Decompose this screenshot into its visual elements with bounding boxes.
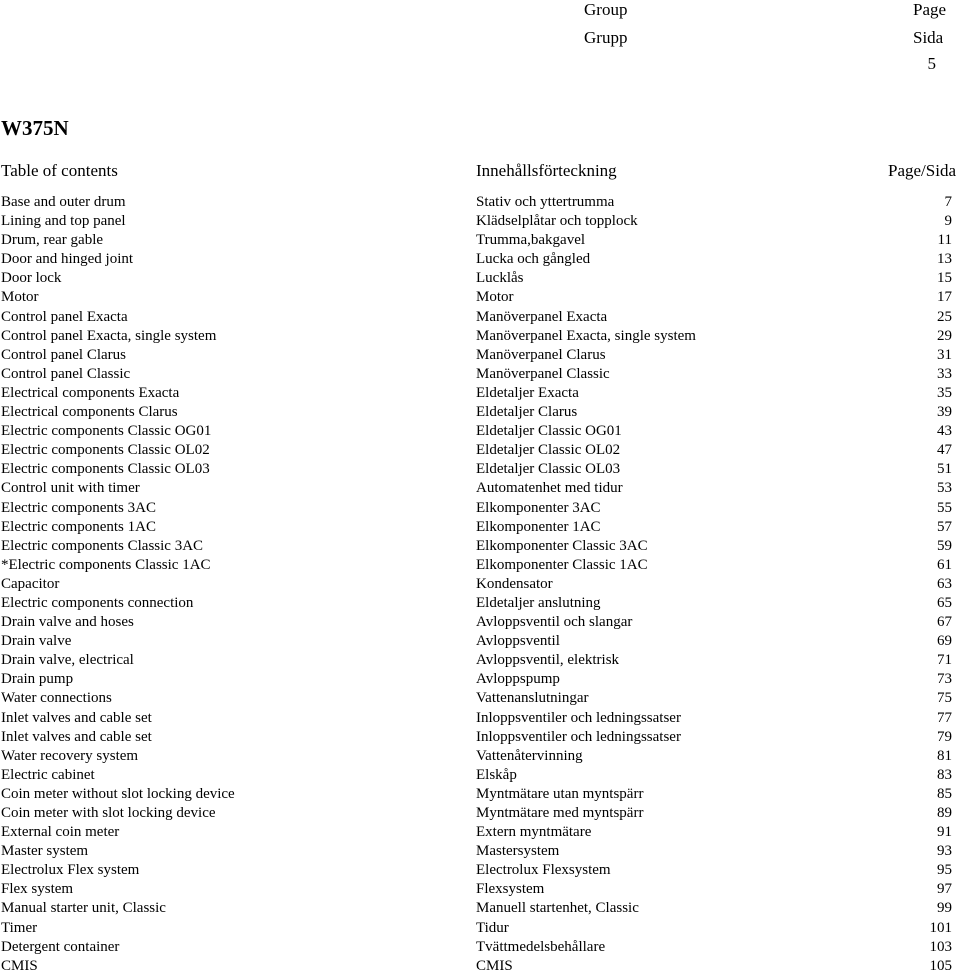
toc-entry[interactable] [0,651,960,670]
toc-entry-page-number: 73 [937,671,952,688]
toc-entry-title-english: Door and hinged joint [1,251,134,268]
toc-entry[interactable] [0,479,960,498]
toc-entry[interactable] [0,518,960,537]
toc-entry-title-english: Manual starter unit, Classic [1,900,166,917]
toc-entry-title-english: Timer [1,919,38,936]
toc-entry[interactable] [0,575,960,594]
toc-entry[interactable] [0,899,960,918]
toc-entry-title-swedish: Motor [476,289,514,306]
toc-entry[interactable] [0,231,960,250]
toc-entry-title-swedish: Manuell startenhet, Classic [476,900,639,917]
toc-entry-title-english: Control panel Classic [1,365,131,382]
toc-entry[interactable] [0,537,960,556]
toc-entry-page-number: 57 [937,518,952,535]
toc-entry[interactable] [0,556,960,575]
toc-entry-page-number: 9 [944,213,952,230]
header-group-label: Group [584,0,628,19]
toc-entry[interactable] [0,327,960,346]
toc-entry-title-swedish: Elkomponenter 1AC [476,518,601,535]
toc-entry-title-english: Electric components 1AC [1,518,156,535]
toc-entry-title-english: Electric components Classic OG01 [1,423,212,440]
toc-entry-title-english: Electric components connection [1,594,194,611]
page-number: 5 [927,54,936,73]
toc-entry[interactable] [0,689,960,708]
toc-entry-title-swedish: Myntmätare med myntspärr [476,805,644,821]
toc-entry-title-swedish: Stativ och yttertrumma [476,194,615,210]
toc-entry-title-swedish: Manöverpanel Classic [476,365,610,382]
toc-entry[interactable] [0,747,960,766]
toc-entry-title-english: Control panel Exacta, single system [1,327,217,344]
toc-entry-page-number: 47 [937,442,952,459]
toc-entry-title-swedish: Tvättmedelsbehållare [476,938,606,955]
toc-entry-title-swedish: Eldetaljer anslutning [476,594,601,611]
toc-entry[interactable] [0,632,960,651]
toc-entry-page-number: 35 [937,384,952,401]
toc-entry-page-number: 39 [937,404,952,421]
toc-entry[interactable] [0,308,960,327]
toc-entry[interactable] [0,365,960,384]
toc-entry[interactable] [0,766,960,785]
toc-entry-title-swedish: Eldetaljer Classic OL02 [476,442,621,459]
toc-entry-title-english: Coin meter with slot locking device [1,805,216,821]
toc-entry-title-swedish: Tidur [476,919,509,936]
toc-entry-page-number: 59 [937,537,952,554]
header-grupp-label: Grupp [584,28,628,47]
toc-entry-title-english: Door lock [1,270,62,287]
toc-entry-page-number: 69 [937,633,952,650]
toc-entry-page-number: 25 [937,308,952,325]
toc-entry-title-english: Drain valve [1,633,72,650]
toc-entry-page-number: 77 [937,709,952,726]
toc-entry-title-swedish: Elkomponenter Classic 1AC [476,556,648,573]
toc-heading-page: Page/Sida [888,161,956,180]
toc-entry-title-swedish: Mastersystem [476,843,560,860]
toc-entry-page-number: 61 [937,556,952,573]
toc-entry-title-swedish: Avloppsventil och slangar [476,614,633,631]
document-title: W375N [1,116,69,140]
toc-entry-title-english: Inlet valves and cable set [1,709,152,726]
toc-heading-swedish: Innehållsförteckning [476,161,617,180]
toc-entry-title-english: Drain valve, electrical [1,652,134,669]
toc-entry[interactable] [0,250,960,269]
toc-entry-page-number: 91 [937,824,952,841]
toc-entry-page-number: 53 [937,480,952,497]
toc-entry[interactable] [0,861,960,880]
toc-entry-title-english: Base and outer drum [1,194,126,210]
toc-entry-page-number: 7 [944,194,952,210]
toc-entry-title-swedish: Eldetaljer Exacta [476,384,579,401]
toc-entry-page-number: 43 [937,423,952,440]
toc-entry-page-number: 95 [937,862,952,879]
toc-entry[interactable] [0,212,960,231]
toc-entry[interactable] [0,670,960,689]
toc-entry-title-english: Coin meter without slot locking device [1,785,235,802]
toc-entry-page-number: 33 [937,365,952,382]
toc-entry-page-number: 85 [937,785,952,802]
toc-entry-title-english: Control unit with timer [1,480,140,497]
toc-entry-title-english: Drain pump [1,671,74,688]
toc-entry[interactable] [0,785,960,804]
toc-entry-page-number: 75 [937,690,952,707]
toc-entry-title-swedish: Extern myntmätare [476,824,592,841]
toc-entry[interactable] [0,346,960,365]
toc-entry-title-english: Electric components Classic 3AC [1,537,204,554]
toc-entry-page-number: 93 [937,843,952,860]
toc-entry-title-swedish: Flexsystem [476,881,545,898]
toc-entry-page-number: 67 [937,614,952,631]
toc-entry-title-english: Electric components 3AC [1,499,156,516]
toc-entry-title-swedish: Vattenåtervinning [476,747,583,764]
toc-entry[interactable] [0,594,960,613]
toc-entry[interactable] [0,880,960,899]
toc-entry-title-swedish: Avloppspump [476,671,560,688]
header-sida-label: Sida [913,28,944,47]
toc-entry[interactable] [0,269,960,288]
toc-entry-title-swedish: Klädselplåtar och topplock [476,213,638,230]
toc-entry-page-number: 71 [937,652,952,669]
toc-entry-page-number: 29 [937,327,952,344]
toc-entry[interactable] [0,842,960,861]
toc-entry-title-swedish: Automatenhet med tidur [476,480,623,497]
toc-entry-title-swedish: Eldetaljer Classic OL03 [476,461,621,478]
toc-entry-title-swedish: Myntmätare utan myntspärr [476,785,644,802]
toc-entry[interactable] [0,193,960,212]
toc-entry-title-swedish: Elskåp [476,766,517,783]
toc-entry-title-english: External coin meter [1,824,120,841]
toc-entry-title-english: Control panel Exacta [1,308,128,325]
toc-entry-title-english: Inlet valves and cable set [1,728,152,745]
toc-entry-title-english: Lining and top panel [1,213,126,230]
toc-entry-title-english: Capacitor [1,575,60,592]
toc-entry[interactable] [0,957,960,976]
toc-entry[interactable] [0,441,960,460]
toc-entry[interactable] [0,804,960,823]
toc-entry-title-swedish: Manöverpanel Clarus [476,346,606,363]
toc-entry-title-swedish: CMIS [476,957,513,974]
toc-entry-page-number: 63 [937,575,952,592]
toc-entry-title-swedish: Elkomponenter Classic 3AC [476,537,648,554]
toc-entry-title-swedish: Inloppsventiler och ledningssatser [476,709,681,726]
toc-entry[interactable] [0,403,960,422]
toc-entry-page-number: 13 [937,251,952,268]
toc-entry-page-number: 103 [929,938,952,955]
table-of-contents [0,193,960,976]
toc-entry-title-swedish: Vattenanslutningar [476,690,589,707]
toc-entry-page-number: 81 [937,747,952,764]
toc-entry[interactable] [0,422,960,441]
toc-entry-title-english: Water connections [1,690,112,707]
header-page-label: Page [913,0,947,19]
toc-entry-title-swedish: Lucklås [476,270,524,287]
toc-entry-title-english: Master system [1,843,89,860]
toc-entry[interactable] [0,919,960,938]
toc-entry-page-number: 97 [937,881,952,898]
toc-entry-title-swedish: Electrolux Flexsystem [476,862,611,879]
toc-entry-title-english: Control panel Clarus [1,346,126,363]
toc-entry-page-number: 15 [937,270,952,287]
toc-entry[interactable] [0,938,960,957]
toc-entry[interactable] [0,728,960,747]
toc-entry-page-number: 17 [937,289,952,306]
toc-entry[interactable] [0,288,960,307]
toc-entry-title-swedish: Elkomponenter 3AC [476,499,601,516]
toc-heading-english: Table of contents [1,161,118,180]
toc-entry-title-swedish: Eldetaljer Clarus [476,404,578,421]
toc-entry[interactable] [0,384,960,403]
toc-entry-title-swedish: Trumma,bakgavel [476,232,586,249]
toc-entry-page-number: 105 [929,957,952,974]
toc-entry-page-number: 101 [929,919,952,936]
toc-entry[interactable] [0,613,960,632]
toc-entry-title-english: CMIS [1,957,38,974]
toc-entry[interactable] [0,823,960,842]
toc-entry-page-number: 83 [937,766,952,783]
toc-entry-title-swedish: Eldetaljer Classic OG01 [476,423,622,440]
toc-entry-page-number: 31 [937,346,952,363]
toc-entry-title-english: Motor [1,289,39,306]
toc-entry[interactable] [0,460,960,479]
toc-entry-title-english: Detergent container [1,938,120,955]
toc-entry-page-number: 99 [937,900,952,917]
toc-entry-title-english: Electric components Classic OL03 [1,461,210,478]
toc-entry-title-english: Electric cabinet [1,766,95,783]
toc-entry-title-english: Drain valve and hoses [1,614,134,631]
toc-entry-title-english: Electric components Classic OL02 [1,442,210,459]
toc-entry-title-english: Electrical components Clarus [1,404,178,421]
toc-entry-page-number: 65 [937,594,952,611]
toc-entry-page-number: 79 [937,728,952,745]
toc-entry-title-swedish: Kondensator [476,575,553,592]
toc-entry-title-swedish: Avloppsventil, elektrisk [476,652,620,669]
toc-entry-title-swedish: Avloppsventil [476,633,560,650]
toc-entry-title-english: Flex system [1,881,74,898]
toc-entry[interactable] [0,499,960,518]
toc-entry-title-swedish: Lucka och gångled [476,251,591,268]
toc-entry-title-english: Electrical components Exacta [1,384,180,401]
toc-entry-page-number: 11 [937,232,952,249]
toc-entry-title-swedish: Manöverpanel Exacta [476,308,608,325]
toc-entry[interactable] [0,709,960,728]
toc-entry-title-english: Drum, rear gable [1,232,104,249]
toc-entry-title-swedish: Manöverpanel Exacta, single system [476,327,696,344]
toc-entry-title-english: Electrolux Flex system [1,862,140,879]
toc-entry-title-english: Water recovery system [1,747,139,764]
toc-entry-page-number: 55 [937,499,952,516]
toc-entry-title-english: *Electric components Classic 1AC [1,556,211,573]
toc-entry-page-number: 51 [937,461,952,478]
toc-entry-title-swedish: Inloppsventiler och ledningssatser [476,728,681,745]
toc-entry-page-number: 89 [937,805,952,821]
